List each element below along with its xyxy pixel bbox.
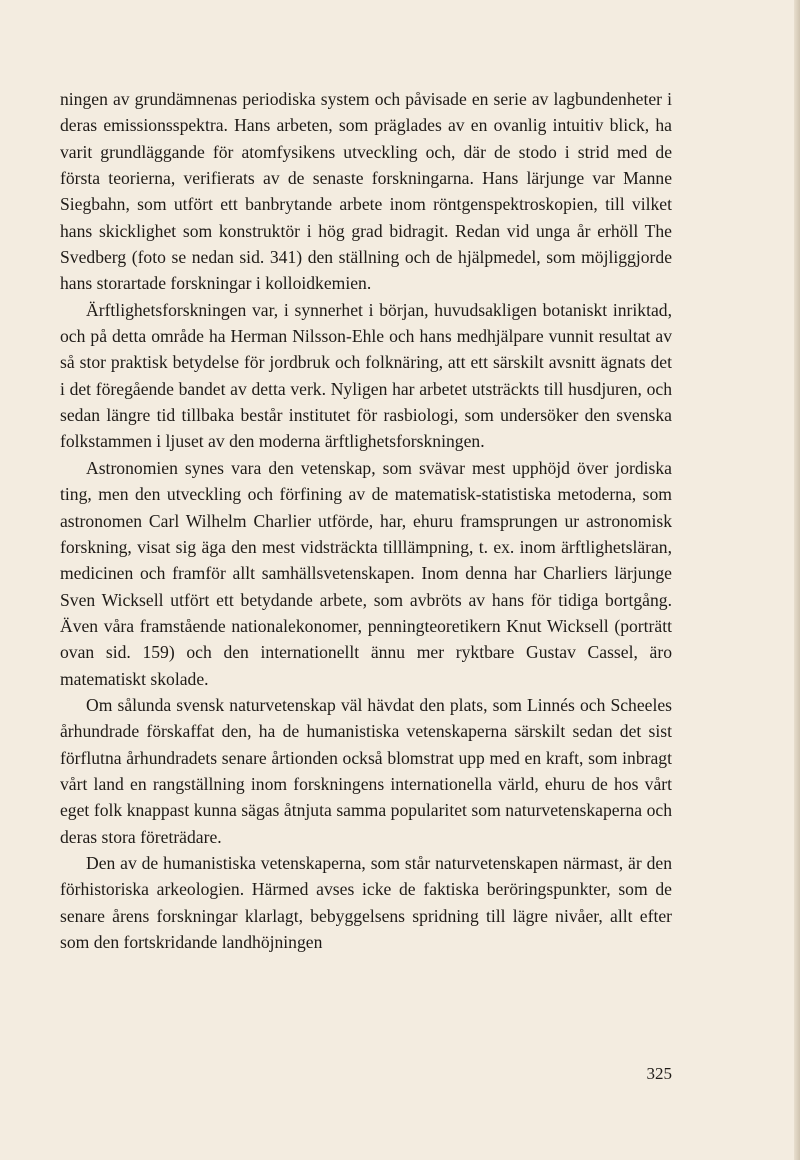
paragraph-2: Ärftlighetsforskningen var, i synnerhet i början, huvudsakligen botaniskt inriktad, och på detta område ha Herman Nilsson-Ehle och hans medhjälpare vunnit resultat av så stor praktisk betydelse för jordbruk och folknäring, att ett särskilt avsnitt ägnats det i det föregående bandet av detta verk. Nyligen har arbetet utsträckts till husdjuren, och sedan längre tid tillbaka består institutet för rasbiologi, som undersöker den svenska folkstammen i ljuset av den moderna ärftlighetsforskningen. xyxy=(60,299,672,452)
paragraph-3: Astronomien synes vara den vetenskap, som svävar mest upphöjd över jordiska ting, men den utveckling och förfining av de matematisk-statistiska metoderna, som astronomen Carl Wilhelm Charlier utförde, har, ehuru framsprungen ur astronomisk forskning, visat sig äga den mest vidsträckta tilllämpning, t. ex. inom ärftlighetsläran, medicinen och framför allt samhällsvetenskapen. Inom denna har Charliers lärjunge Sven Wicksell utfört ett betydande arbete, som avbröts av hans för tidiga bortgång. Även våra framstående nationalekonomer, penningteoretikern Knut Wicksell (porträtt ovan sid. 159) och den internationellt ännu mer ryktbare Gustav Cassel, äro matematiskt skolade. xyxy=(60,457,672,689)
paragraph-1: ningen av grundämnenas periodiska system och påvisade en serie av lagbundenheter i deras emissionsspektra. Hans arbeten, som präglades av en ovanlig intuitiv blick, ha varit grundläggande för atomfysikens utveckling och, där de stodo i strid med de första teorierna, verifierats av de senaste forskningarna. Hans lärjunge var Manne Siegbahn, som utfört ett banbrytande arbete inom röntgenspektroskopien, till vilket hans skicklighet som konstruktör i hög grad bidragit. Redan vid unga år erhöll The Svedberg (foto se nedan sid. 341) den ställning och de hjälpmedel, som möjliggjorde hans storartade forskningar i kolloidkemien. xyxy=(60,89,672,294)
page-edge-shadow xyxy=(794,0,800,1160)
paragraph-4: Om sålunda svensk naturvetenskap väl hävdat den plats, som Linnés och Scheeles århundrade förskaffat den, ha de humanistiska vetenskaperna särskilt sedan det sist förflutna århundradets senare årtionden också blomstrat upp med en kraft, som inbragt vårt land en rangställning inom forskningens internationella värld, ehuru de hos vårt eget folk knappast kunna sägas åtnjuta samma popularitet som naturvetenskaperna och deras stora företrädare. xyxy=(60,694,672,847)
paragraph-5: Den av de humanistiska vetenskaperna, som står naturvetenskapen närmast, är den förhistoriska arkeologien. Härmed avses icke de faktiska beröringspunkter, som de senare årens forskningar klarlagt, bebyggelsens spridning till lägre nivåer, allt efter som den fortskridande landhöjningen xyxy=(60,852,672,952)
page-number: 325 xyxy=(646,1064,672,1083)
body-text xyxy=(60,86,672,955)
